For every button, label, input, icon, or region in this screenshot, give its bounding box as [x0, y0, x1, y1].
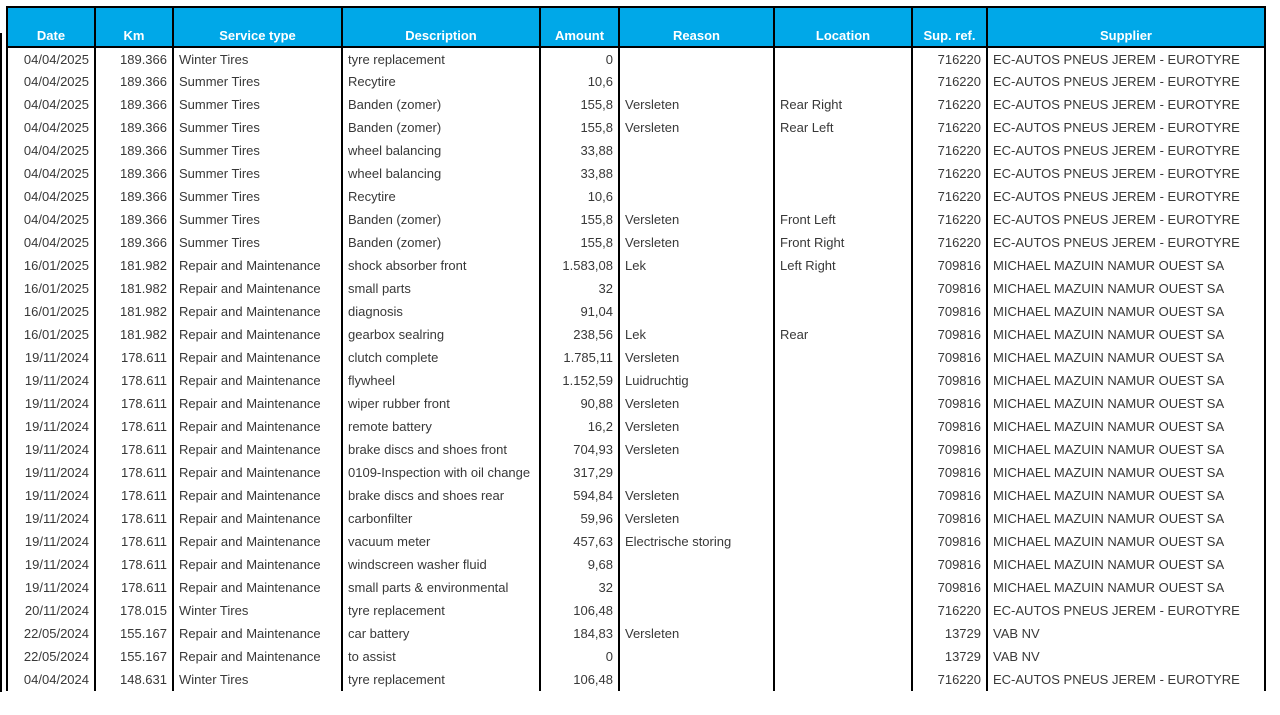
- cell-km: 189.366: [95, 162, 173, 185]
- cell-amount: 10,6: [540, 70, 619, 93]
- cell-service_type: Summer Tires: [173, 162, 342, 185]
- cell-date: 04/04/2025: [7, 162, 95, 185]
- cell-location: Rear Left: [774, 116, 912, 139]
- cell-amount: 106,48: [540, 599, 619, 622]
- cell-sup_ref: 716220: [912, 93, 987, 116]
- cell-sup_ref: 709816: [912, 392, 987, 415]
- cell-supplier: MICHAEL MAZUIN NAMUR OUEST SA: [987, 576, 1265, 599]
- cell-service_type: Summer Tires: [173, 185, 342, 208]
- cell-sup_ref: 709816: [912, 254, 987, 277]
- cell-date: 04/04/2024: [7, 668, 95, 691]
- cell-description: small parts: [342, 277, 540, 300]
- cell-supplier: MICHAEL MAZUIN NAMUR OUEST SA: [987, 392, 1265, 415]
- table-row: [7, 231, 1265, 254]
- cell-km: 178.015: [95, 599, 173, 622]
- cell-sup_ref: 709816: [912, 415, 987, 438]
- cell-location: [774, 415, 912, 438]
- cell-service_type: Repair and Maintenance: [173, 530, 342, 553]
- cell-reason: Lek: [619, 254, 774, 277]
- cell-amount: 1.583,08: [540, 254, 619, 277]
- cell-sup_ref: 716220: [912, 668, 987, 691]
- column-header-reason[interactable]: Reason: [619, 7, 774, 47]
- cell-location: [774, 300, 912, 323]
- cell-service_type: Repair and Maintenance: [173, 645, 342, 668]
- cell-service_type: Repair and Maintenance: [173, 438, 342, 461]
- table-row: [7, 530, 1265, 553]
- cell-location: [774, 484, 912, 507]
- cell-supplier: MICHAEL MAZUIN NAMUR OUEST SA: [987, 300, 1265, 323]
- cell-description: carbonfilter: [342, 507, 540, 530]
- cell-date: 19/11/2024: [7, 553, 95, 576]
- cell-reason: Versleten: [619, 415, 774, 438]
- cell-km: 178.611: [95, 415, 173, 438]
- column-header-supplier[interactable]: Supplier: [987, 7, 1265, 47]
- cell-date: 04/04/2025: [7, 93, 95, 116]
- cell-service_type: Summer Tires: [173, 208, 342, 231]
- column-header-sup_ref[interactable]: Sup. ref.: [912, 7, 987, 47]
- cell-sup_ref: 13729: [912, 645, 987, 668]
- cell-km: 181.982: [95, 300, 173, 323]
- cell-supplier: EC-AUTOS PNEUS JEREM - EUROTYRE: [987, 116, 1265, 139]
- cell-km: 178.611: [95, 369, 173, 392]
- cell-location: [774, 70, 912, 93]
- cell-date: 16/01/2025: [7, 323, 95, 346]
- cell-amount: 91,04: [540, 300, 619, 323]
- cell-km: 189.366: [95, 139, 173, 162]
- cell-service_type: Summer Tires: [173, 116, 342, 139]
- cell-date: 04/04/2025: [7, 116, 95, 139]
- cell-location: [774, 461, 912, 484]
- cell-location: [774, 162, 912, 185]
- cell-service_type: Winter Tires: [173, 668, 342, 691]
- cell-sup_ref: 716220: [912, 231, 987, 254]
- cell-date: 19/11/2024: [7, 438, 95, 461]
- cell-amount: 32: [540, 277, 619, 300]
- cell-location: [774, 553, 912, 576]
- cell-amount: 33,88: [540, 162, 619, 185]
- column-header-description[interactable]: Description: [342, 7, 540, 47]
- cell-amount: 317,29: [540, 461, 619, 484]
- cell-reason: [619, 576, 774, 599]
- table-row: [7, 645, 1265, 668]
- cell-location: [774, 139, 912, 162]
- cell-sup_ref: 716220: [912, 162, 987, 185]
- cell-reason: Versleten: [619, 93, 774, 116]
- cell-supplier: MICHAEL MAZUIN NAMUR OUEST SA: [987, 530, 1265, 553]
- table-row: [7, 277, 1265, 300]
- cell-supplier: VAB NV: [987, 622, 1265, 645]
- cell-supplier: EC-AUTOS PNEUS JEREM - EUROTYRE: [987, 185, 1265, 208]
- cell-location: [774, 346, 912, 369]
- cell-km: 181.982: [95, 277, 173, 300]
- cell-description: brake discs and shoes rear: [342, 484, 540, 507]
- cell-service_type: Repair and Maintenance: [173, 484, 342, 507]
- cell-service_type: Repair and Maintenance: [173, 369, 342, 392]
- cell-sup_ref: 716220: [912, 70, 987, 93]
- cell-sup_ref: 709816: [912, 461, 987, 484]
- cell-date: 04/04/2025: [7, 70, 95, 93]
- cell-location: [774, 599, 912, 622]
- cell-sup_ref: 709816: [912, 300, 987, 323]
- cell-description: Banden (zomer): [342, 93, 540, 116]
- cell-sup_ref: 709816: [912, 369, 987, 392]
- cell-reason: Versleten: [619, 346, 774, 369]
- cell-supplier: EC-AUTOS PNEUS JEREM - EUROTYRE: [987, 70, 1265, 93]
- cell-description: brake discs and shoes front: [342, 438, 540, 461]
- cell-location: [774, 47, 912, 70]
- cell-service_type: Summer Tires: [173, 139, 342, 162]
- cell-description: wheel balancing: [342, 139, 540, 162]
- cell-date: 04/04/2025: [7, 185, 95, 208]
- cell-location: [774, 277, 912, 300]
- table-row: [7, 415, 1265, 438]
- cell-supplier: EC-AUTOS PNEUS JEREM - EUROTYRE: [987, 599, 1265, 622]
- viewport-left-edge-rule: [0, 33, 2, 692]
- cell-supplier: MICHAEL MAZUIN NAMUR OUEST SA: [987, 254, 1265, 277]
- cell-reason: [619, 70, 774, 93]
- cell-amount: 155,8: [540, 231, 619, 254]
- cell-sup_ref: 709816: [912, 323, 987, 346]
- cell-description: tyre replacement: [342, 599, 540, 622]
- cell-date: 19/11/2024: [7, 461, 95, 484]
- cell-description: Recytire: [342, 70, 540, 93]
- cell-supplier: MICHAEL MAZUIN NAMUR OUEST SA: [987, 369, 1265, 392]
- cell-reason: [619, 185, 774, 208]
- cell-reason: Versleten: [619, 484, 774, 507]
- cell-date: 20/11/2024: [7, 599, 95, 622]
- cell-sup_ref: 709816: [912, 530, 987, 553]
- cell-service_type: Summer Tires: [173, 70, 342, 93]
- table-row: [7, 162, 1265, 185]
- cell-km: 178.611: [95, 576, 173, 599]
- cell-reason: [619, 668, 774, 691]
- cell-date: 19/11/2024: [7, 346, 95, 369]
- cell-amount: 155,8: [540, 208, 619, 231]
- cell-service_type: Repair and Maintenance: [173, 553, 342, 576]
- cell-amount: 16,2: [540, 415, 619, 438]
- cell-reason: Luidruchtig: [619, 369, 774, 392]
- cell-sup_ref: 716220: [912, 139, 987, 162]
- cell-service_type: Summer Tires: [173, 231, 342, 254]
- column-header-location[interactable]: Location: [774, 7, 912, 47]
- cell-service_type: Repair and Maintenance: [173, 392, 342, 415]
- cell-sup_ref: 709816: [912, 576, 987, 599]
- table-row: [7, 369, 1265, 392]
- table-row: [7, 346, 1265, 369]
- cell-date: 19/11/2024: [7, 576, 95, 599]
- cell-km: 189.366: [95, 70, 173, 93]
- cell-amount: 1.785,11: [540, 346, 619, 369]
- cell-description: Banden (zomer): [342, 116, 540, 139]
- cell-description: Recytire: [342, 185, 540, 208]
- cell-supplier: MICHAEL MAZUIN NAMUR OUEST SA: [987, 484, 1265, 507]
- table-row: [7, 70, 1265, 93]
- cell-description: wiper rubber front: [342, 392, 540, 415]
- cell-amount: 594,84: [540, 484, 619, 507]
- cell-supplier: MICHAEL MAZUIN NAMUR OUEST SA: [987, 438, 1265, 461]
- cell-date: 04/04/2025: [7, 139, 95, 162]
- cell-reason: [619, 139, 774, 162]
- cell-description: clutch complete: [342, 346, 540, 369]
- cell-supplier: MICHAEL MAZUIN NAMUR OUEST SA: [987, 507, 1265, 530]
- cell-description: windscreen washer fluid: [342, 553, 540, 576]
- cell-supplier: MICHAEL MAZUIN NAMUR OUEST SA: [987, 346, 1265, 369]
- cell-sup_ref: 716220: [912, 599, 987, 622]
- cell-sup_ref: 709816: [912, 438, 987, 461]
- cell-km: 178.611: [95, 461, 173, 484]
- cell-km: 178.611: [95, 530, 173, 553]
- column-header-service_type[interactable]: Service type: [173, 7, 342, 47]
- cell-amount: 59,96: [540, 507, 619, 530]
- cell-reason: Versleten: [619, 116, 774, 139]
- table-row: [7, 484, 1265, 507]
- table-row: [7, 300, 1265, 323]
- cell-location: [774, 507, 912, 530]
- cell-reason: [619, 47, 774, 70]
- cell-description: Banden (zomer): [342, 208, 540, 231]
- cell-km: 181.982: [95, 254, 173, 277]
- cell-date: 16/01/2025: [7, 277, 95, 300]
- cell-reason: [619, 645, 774, 668]
- cell-date: 04/04/2025: [7, 47, 95, 70]
- cell-description: tyre replacement: [342, 47, 540, 70]
- cell-date: 19/11/2024: [7, 530, 95, 553]
- cell-description: 0109-Inspection with oil change: [342, 461, 540, 484]
- cell-amount: 155,8: [540, 116, 619, 139]
- cell-location: [774, 622, 912, 645]
- cell-supplier: MICHAEL MAZUIN NAMUR OUEST SA: [987, 277, 1265, 300]
- cell-reason: Electrische storing: [619, 530, 774, 553]
- cell-km: 189.366: [95, 47, 173, 70]
- cell-amount: 9,68: [540, 553, 619, 576]
- cell-sup_ref: 716220: [912, 47, 987, 70]
- cell-location: [774, 392, 912, 415]
- cell-description: small parts & environmental: [342, 576, 540, 599]
- cell-sup_ref: 716220: [912, 185, 987, 208]
- cell-date: 04/04/2025: [7, 208, 95, 231]
- cell-service_type: Repair and Maintenance: [173, 277, 342, 300]
- cell-supplier: MICHAEL MAZUIN NAMUR OUEST SA: [987, 415, 1265, 438]
- cell-location: [774, 185, 912, 208]
- cell-amount: 0: [540, 645, 619, 668]
- table-row: [7, 576, 1265, 599]
- cell-reason: Lek: [619, 323, 774, 346]
- table-row: [7, 185, 1265, 208]
- cell-amount: 457,63: [540, 530, 619, 553]
- table-row: [7, 93, 1265, 116]
- cell-amount: 704,93: [540, 438, 619, 461]
- cell-km: 155.167: [95, 645, 173, 668]
- cell-amount: 238,56: [540, 323, 619, 346]
- cell-supplier: EC-AUTOS PNEUS JEREM - EUROTYRE: [987, 208, 1265, 231]
- table-row: [7, 668, 1265, 691]
- cell-reason: [619, 461, 774, 484]
- cell-km: 189.366: [95, 93, 173, 116]
- cell-supplier: MICHAEL MAZUIN NAMUR OUEST SA: [987, 461, 1265, 484]
- cell-sup_ref: 709816: [912, 553, 987, 576]
- cell-date: 16/01/2025: [7, 254, 95, 277]
- cell-description: Banden (zomer): [342, 231, 540, 254]
- table-row: [7, 116, 1265, 139]
- cell-supplier: EC-AUTOS PNEUS JEREM - EUROTYRE: [987, 162, 1265, 185]
- cell-sup_ref: 709816: [912, 484, 987, 507]
- cell-sup_ref: 716220: [912, 208, 987, 231]
- cell-reason: Versleten: [619, 507, 774, 530]
- cell-service_type: Repair and Maintenance: [173, 323, 342, 346]
- cell-km: 178.611: [95, 484, 173, 507]
- cell-service_type: Summer Tires: [173, 93, 342, 116]
- cell-reason: [619, 300, 774, 323]
- cell-date: 19/11/2024: [7, 369, 95, 392]
- cell-sup_ref: 709816: [912, 346, 987, 369]
- cell-date: 19/11/2024: [7, 392, 95, 415]
- cell-description: wheel balancing: [342, 162, 540, 185]
- cell-location: [774, 438, 912, 461]
- cell-location: [774, 530, 912, 553]
- cell-amount: 90,88: [540, 392, 619, 415]
- cell-km: 189.366: [95, 208, 173, 231]
- table-row: [7, 507, 1265, 530]
- cell-service_type: Repair and Maintenance: [173, 461, 342, 484]
- cell-km: 155.167: [95, 622, 173, 645]
- cell-service_type: Repair and Maintenance: [173, 346, 342, 369]
- cell-km: 189.366: [95, 116, 173, 139]
- cell-reason: [619, 599, 774, 622]
- cell-km: 181.982: [95, 323, 173, 346]
- cell-service_type: Repair and Maintenance: [173, 622, 342, 645]
- cell-location: Rear: [774, 323, 912, 346]
- cell-amount: 0: [540, 47, 619, 70]
- cell-km: 148.631: [95, 668, 173, 691]
- cell-location: Front Right: [774, 231, 912, 254]
- column-header-date[interactable]: Date: [7, 7, 95, 47]
- cell-amount: 1.152,59: [540, 369, 619, 392]
- cell-amount: 33,88: [540, 139, 619, 162]
- table-row: [7, 622, 1265, 645]
- cell-service_type: Repair and Maintenance: [173, 300, 342, 323]
- cell-supplier: EC-AUTOS PNEUS JEREM - EUROTYRE: [987, 231, 1265, 254]
- cell-km: 178.611: [95, 392, 173, 415]
- cell-service_type: Repair and Maintenance: [173, 576, 342, 599]
- cell-amount: 10,6: [540, 185, 619, 208]
- table-row: [7, 208, 1265, 231]
- table-row: [7, 139, 1265, 162]
- cell-description: flywheel: [342, 369, 540, 392]
- cell-sup_ref: 709816: [912, 507, 987, 530]
- cell-reason: Versleten: [619, 392, 774, 415]
- cell-description: car battery: [342, 622, 540, 645]
- cell-sup_ref: 13729: [912, 622, 987, 645]
- cell-amount: 32: [540, 576, 619, 599]
- cell-supplier: MICHAEL MAZUIN NAMUR OUEST SA: [987, 553, 1265, 576]
- cell-date: 19/11/2024: [7, 507, 95, 530]
- cell-supplier: EC-AUTOS PNEUS JEREM - EUROTYRE: [987, 139, 1265, 162]
- cell-amount: 106,48: [540, 668, 619, 691]
- column-header-amount[interactable]: Amount: [540, 7, 619, 47]
- table-row: [7, 461, 1265, 484]
- cell-km: 178.611: [95, 346, 173, 369]
- cell-km: 178.611: [95, 553, 173, 576]
- table-row: [7, 254, 1265, 277]
- cell-location: Left Right: [774, 254, 912, 277]
- cell-location: Front Left: [774, 208, 912, 231]
- cell-amount: 184,83: [540, 622, 619, 645]
- cell-supplier: EC-AUTOS PNEUS JEREM - EUROTYRE: [987, 47, 1265, 70]
- cell-location: [774, 576, 912, 599]
- cell-date: 19/11/2024: [7, 415, 95, 438]
- cell-description: tyre replacement: [342, 668, 540, 691]
- cell-date: 04/04/2025: [7, 231, 95, 254]
- cell-reason: [619, 277, 774, 300]
- table-row: [7, 323, 1265, 346]
- column-header-km[interactable]: Km: [95, 7, 173, 47]
- cell-date: 22/05/2024: [7, 622, 95, 645]
- cell-supplier: VAB NV: [987, 645, 1265, 668]
- cell-reason: Versleten: [619, 231, 774, 254]
- table-row: [7, 392, 1265, 415]
- cell-description: gearbox sealring: [342, 323, 540, 346]
- cell-supplier: EC-AUTOS PNEUS JEREM - EUROTYRE: [987, 93, 1265, 116]
- cell-description: diagnosis: [342, 300, 540, 323]
- cell-description: shock absorber front: [342, 254, 540, 277]
- service-history-table: [6, 6, 1266, 691]
- table-row: [7, 438, 1265, 461]
- cell-km: 189.366: [95, 231, 173, 254]
- cell-supplier: EC-AUTOS PNEUS JEREM - EUROTYRE: [987, 668, 1265, 691]
- cell-reason: [619, 553, 774, 576]
- cell-date: 19/11/2024: [7, 484, 95, 507]
- cell-location: [774, 369, 912, 392]
- cell-reason: [619, 162, 774, 185]
- table-header-row: [7, 7, 1265, 47]
- cell-amount: 155,8: [540, 93, 619, 116]
- cell-reason: Versleten: [619, 438, 774, 461]
- cell-supplier: MICHAEL MAZUIN NAMUR OUEST SA: [987, 323, 1265, 346]
- cell-date: 16/01/2025: [7, 300, 95, 323]
- cell-location: [774, 668, 912, 691]
- cell-date: 22/05/2024: [7, 645, 95, 668]
- cell-service_type: Winter Tires: [173, 599, 342, 622]
- table-row: [7, 599, 1265, 622]
- cell-reason: Versleten: [619, 622, 774, 645]
- cell-description: remote battery: [342, 415, 540, 438]
- cell-location: Rear Right: [774, 93, 912, 116]
- cell-service_type: Winter Tires: [173, 47, 342, 70]
- table-row: [7, 553, 1265, 576]
- cell-km: 189.366: [95, 185, 173, 208]
- cell-km: 178.611: [95, 438, 173, 461]
- cell-service_type: Repair and Maintenance: [173, 507, 342, 530]
- cell-service_type: Repair and Maintenance: [173, 254, 342, 277]
- cell-km: 178.611: [95, 507, 173, 530]
- cell-service_type: Repair and Maintenance: [173, 415, 342, 438]
- cell-reason: Versleten: [619, 208, 774, 231]
- cell-sup_ref: 709816: [912, 277, 987, 300]
- cell-description: to assist: [342, 645, 540, 668]
- table-row: [7, 47, 1265, 70]
- cell-location: [774, 645, 912, 668]
- cell-description: vacuum meter: [342, 530, 540, 553]
- cell-sup_ref: 716220: [912, 116, 987, 139]
